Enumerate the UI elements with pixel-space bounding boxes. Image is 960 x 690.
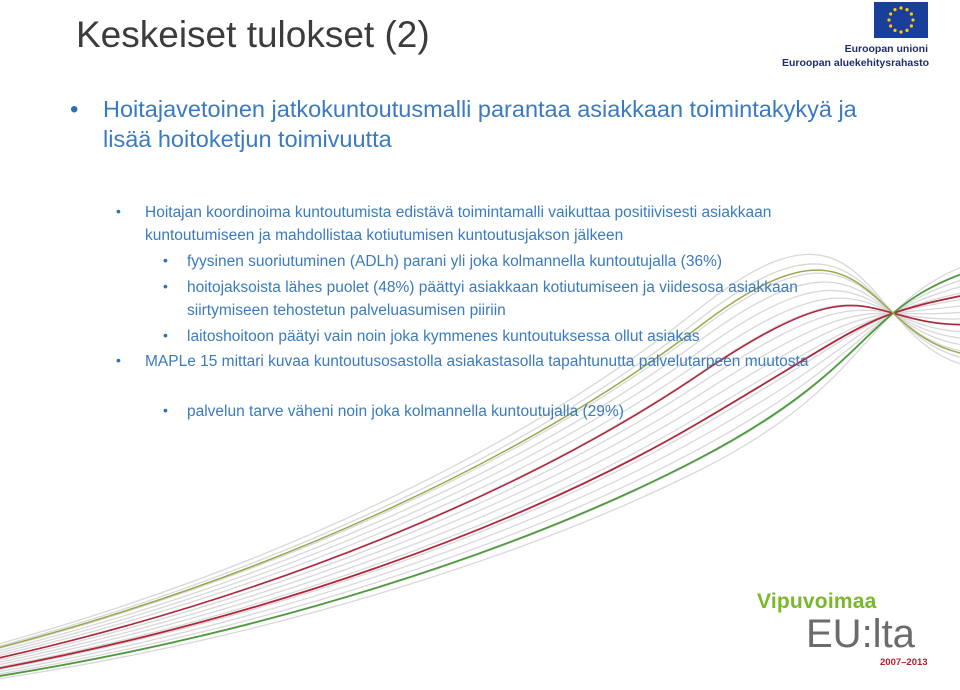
bullet-icon: • — [70, 96, 79, 123]
vipuvoimaa-logo-text: Vipuvoimaa — [757, 590, 877, 613]
bullet-level2: MAPLe 15 mittari kuvaa kuntoutusosastolla asiakastasolla tapahtunutta palvelutarpeen muutosta — [145, 353, 809, 370]
eu-star-icon — [910, 24, 913, 27]
bullet-icon: • — [116, 352, 121, 368]
eu-union-label: Euroopan unioni — [844, 43, 928, 55]
eu-flag-logo — [874, 2, 928, 38]
bullet-icon: • — [163, 402, 168, 418]
bullet-level3: hoitojaksoista lähes puolet (48%) päättyi asiakkaan kotiutumiseen ja viidesosa asiakkaan siirtymiseen tehostetun palveluasumisen piiriin — [187, 279, 798, 319]
eu-star-icon — [905, 8, 908, 11]
program-years-label: 2007–2013 — [880, 657, 928, 668]
bullet-icon: • — [163, 278, 168, 294]
bullet-level3: palvelun tarve väheni noin joka kolmannella kuntoutujalla (29%) — [187, 403, 624, 420]
eu-star-icon — [910, 12, 913, 15]
eu-star-icon — [899, 6, 902, 9]
bullet-level2: Hoitajan koordinoima kuntoutumista edistävä toimintamalli vaikuttaa positiivisesti asiakkaan kuntoutumiseen ja mahdollistaa kotiutumisen kuntoutusjakson jälkeen — [145, 204, 772, 244]
bullet-icon: • — [163, 252, 168, 268]
bullet-level3: laitoshoitoon päätyi vain noin joka kymmenes kuntoutuksessa ollut asiakas — [187, 328, 700, 345]
eu-star-icon — [887, 18, 890, 21]
eu-stars-icon — [874, 2, 928, 38]
bullet-icon: • — [116, 203, 121, 219]
bullet-level1: Hoitajavetoinen jatkokuntoutusmalli parantaa asiakkaan toimintakykyä ja lisää hoitoketjun toimivuutta — [103, 96, 857, 152]
eu-star-icon — [889, 12, 892, 15]
slide-title: Keskeiset tulokset (2) — [76, 14, 430, 55]
bullet-level3: fyysinen suoriutuminen (ADLh) parani yli joka kolmannella kuntoutujalla (36%) — [187, 253, 723, 270]
eu-fund-label: Euroopan aluekehitysrahasto — [781, 57, 929, 69]
eu-star-icon — [911, 18, 914, 21]
eu-star-icon — [893, 8, 896, 11]
eulta-logo-text: EU:lta — [806, 612, 915, 656]
eu-star-icon — [893, 29, 896, 32]
bullet-icon: • — [163, 327, 168, 343]
eu-star-icon — [899, 30, 902, 33]
eu-star-icon — [889, 24, 892, 27]
eu-star-icon — [905, 29, 908, 32]
